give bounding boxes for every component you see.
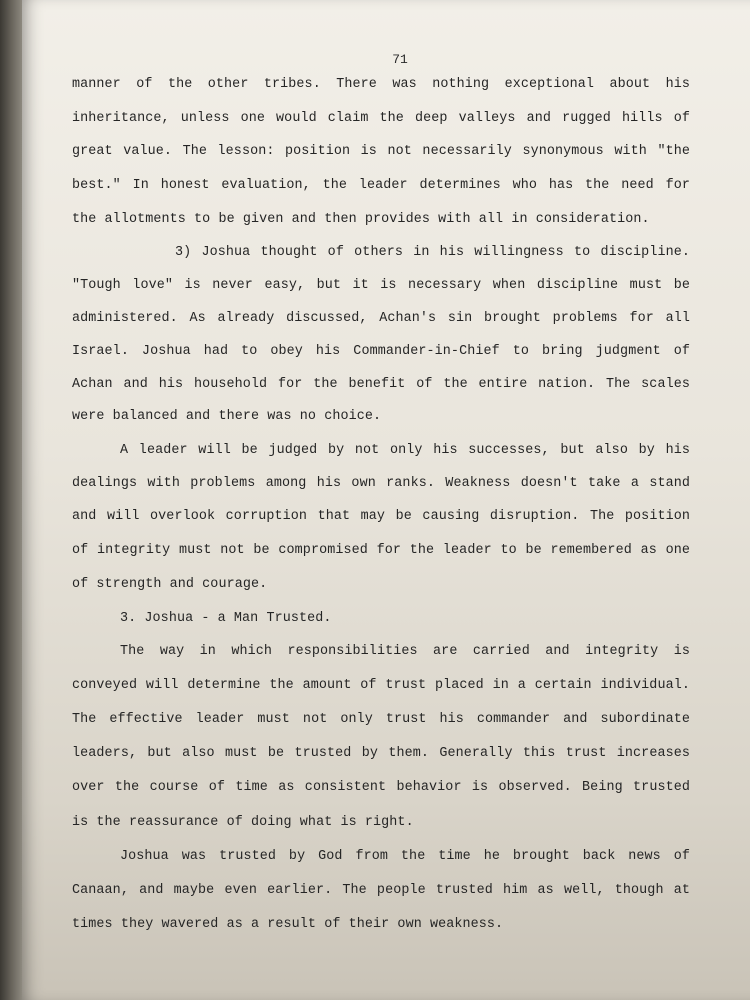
book-spine-shadow	[0, 0, 22, 1000]
text-line: dealings with problems among his own ranks. Weakness doesn't take a stand	[72, 476, 690, 491]
text-line: over the course of time as consistent behavior is observed. Being trusted	[72, 780, 690, 795]
text-line: conveyed will determine the amount of trust placed in a certain individual.	[72, 678, 690, 693]
text-line: and will overlook corruption that may be causing disruption. The position	[72, 509, 690, 524]
text-line: inheritance, unless one would claim the deep valleys and rugged hills of	[72, 111, 690, 126]
text-line: "Tough love" is never easy, but it is necessary when discipline must be	[72, 278, 690, 293]
text-line: A leader will be judged by not only his successes, but also by his	[120, 443, 690, 458]
text-line: times they wavered as a result of their own weakness.	[72, 917, 504, 932]
section-heading: 3. Joshua - a Man Trusted.	[120, 611, 332, 626]
text-line: Achan and his household for the benefit of the entire nation. The scales	[72, 377, 690, 392]
page-number: 71	[392, 52, 408, 67]
text-line: were balanced and there was no choice.	[72, 409, 382, 424]
text-line: Canaan, and maybe even earlier. The people trusted him as well, though at	[72, 883, 690, 898]
text-line: is the reassurance of doing what is right.	[72, 815, 414, 830]
text-line: best." In honest evaluation, the leader determines who has the need for	[72, 178, 690, 193]
text-line: of integrity must not be compromised for the leader to be remembered as one	[72, 543, 690, 558]
text-line: The effective leader must not only trust his commander and subordinate	[72, 712, 690, 727]
text-line: the allotments to be given and then provides with all in consideration.	[72, 212, 650, 227]
text-line: administered. As already discussed, Achan's sin brought problems for all	[72, 311, 690, 326]
text-line: Joshua was trusted by God from the time he brought back news of	[120, 849, 690, 864]
text-line: Israel. Joshua had to obey his Commander-in-Chief to bring judgment of	[72, 344, 690, 359]
text-line: great value. The lesson: position is not necessarily synonymous with "the	[72, 144, 690, 159]
text-line: 3) Joshua thought of others in his willingness to discipline.	[175, 245, 690, 260]
document-page	[22, 0, 750, 1000]
text-line: of strength and courage.	[72, 577, 268, 592]
text-line: leaders, but also must be trusted by them. Generally this trust increases	[72, 746, 690, 761]
text-line: manner of the other tribes. There was nothing exceptional about his	[72, 77, 690, 92]
text-line: The way in which responsibilities are carried and integrity is	[120, 644, 690, 659]
